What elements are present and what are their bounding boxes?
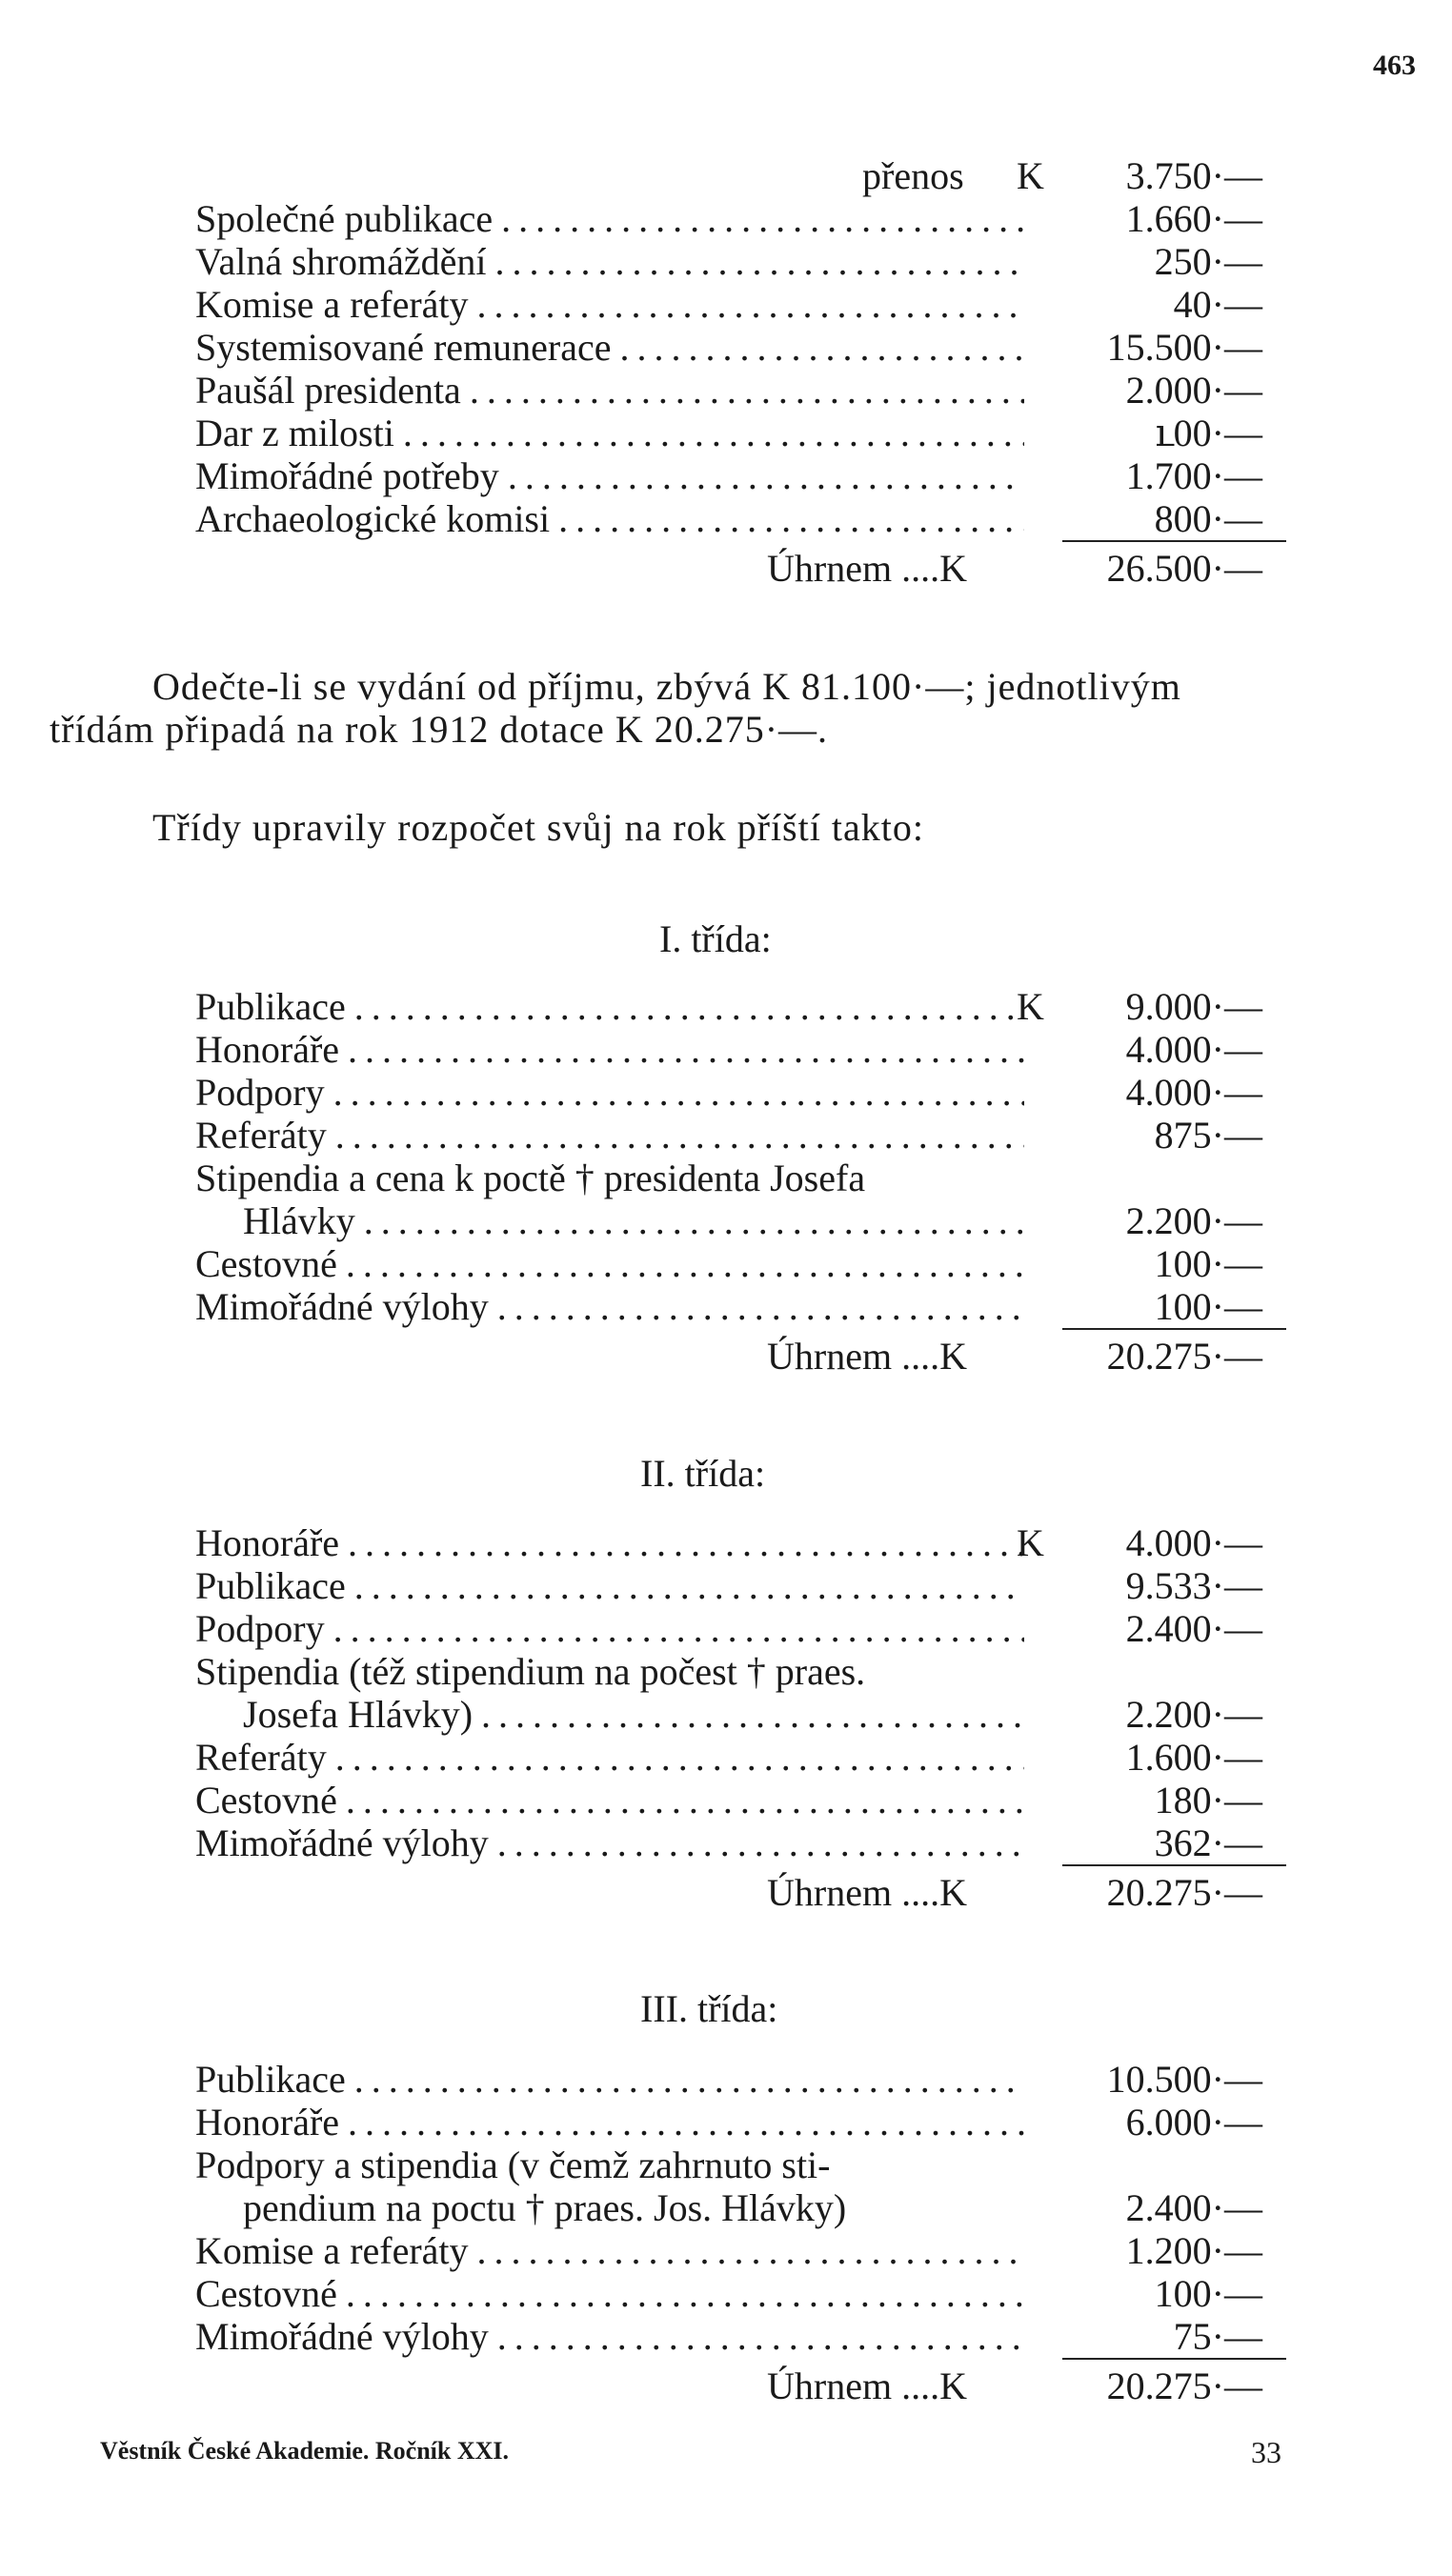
item-amount: ւ00·— bbox=[1155, 412, 1262, 454]
item-amount: 2.200·— bbox=[1125, 1693, 1262, 1736]
item-amount: 10.500·— bbox=[1106, 2058, 1262, 2101]
total-amount: 20.275·— bbox=[1106, 1871, 1262, 1914]
item-label: Mimořádné výlohy . . . bbox=[195, 2315, 1024, 2358]
total-label: Úhrnem ....K bbox=[767, 1335, 967, 1378]
item-label: Cestovné . . . bbox=[195, 1779, 1024, 1821]
item-amount: 2.200·— bbox=[1125, 1199, 1262, 1242]
item-amount: 9.533·— bbox=[1125, 1564, 1262, 1607]
item-label: Paušál presidenta . . . bbox=[195, 369, 1024, 412]
class1-budget bbox=[195, 985, 1262, 1379]
paragraph-line-1: Odečte-li se vydání od příjmu, zbývá K 81.100·—; jednotlivým bbox=[152, 665, 1181, 708]
item-unit: K bbox=[1017, 1521, 1044, 1564]
class1-title: I. třída: bbox=[659, 917, 772, 960]
item-label: Mimořádné výlohy . . . bbox=[195, 1285, 1024, 1328]
carry-over-prefix: přenos bbox=[862, 154, 964, 197]
item-label: Honoráře . . . bbox=[195, 1028, 1024, 1071]
total-label: Úhrnem ....K bbox=[767, 2365, 967, 2407]
total-amount: 20.275·— bbox=[1106, 2365, 1262, 2407]
item-amount: 180·— bbox=[1154, 1779, 1262, 1821]
total-label: Úhrnem ....K bbox=[767, 547, 967, 590]
item-label: Mimořádné výlohy . . . bbox=[195, 1821, 1024, 1864]
class2-budget bbox=[195, 1521, 1262, 1916]
item-label: Stipendia (též stipendium na počest † praes. bbox=[195, 1650, 866, 1693]
item-amount: 6.000·— bbox=[1125, 2101, 1262, 2143]
item-amount: 4.000·— bbox=[1125, 1028, 1262, 1071]
item-unit: K bbox=[1017, 985, 1044, 1028]
item-label: Publikace . . . bbox=[195, 2058, 1024, 2101]
item-amount: 875·— bbox=[1154, 1114, 1262, 1157]
page-number: 463 bbox=[1373, 50, 1416, 81]
item-amount: 800·— bbox=[1154, 497, 1262, 540]
item-label: Komise a referáty . . . bbox=[195, 2229, 1024, 2272]
total-amount: 26.500·— bbox=[1106, 547, 1262, 590]
item-label: pendium na poctu † praes. Jos. Hlávky) bbox=[243, 2186, 847, 2229]
footer-journal-title: Věstník České Akademie. Ročník XXI. bbox=[100, 2437, 510, 2465]
item-label: Referáty . . . bbox=[195, 1114, 1024, 1157]
item-amount: 4.000·— bbox=[1125, 1071, 1262, 1114]
class3-title: III. třída: bbox=[640, 1987, 778, 2030]
item-label: Publikace . . . bbox=[195, 1564, 1024, 1607]
item-label: Cestovné . . . bbox=[195, 2272, 1024, 2315]
item-label: Honoráře . . . bbox=[195, 1521, 1024, 1564]
footer-signature-number: 33 bbox=[1251, 2435, 1281, 2469]
total-rule bbox=[1062, 540, 1286, 542]
item-label: Referáty . . . bbox=[195, 1736, 1024, 1779]
class2-title: II. třída: bbox=[640, 1452, 766, 1495]
item-amount: 1.200·— bbox=[1125, 2229, 1262, 2272]
item-amount: 250·— bbox=[1154, 240, 1262, 283]
item-amount: 2.400·— bbox=[1125, 2186, 1262, 2229]
item-label: Cestovné . . . bbox=[195, 1242, 1024, 1285]
item-amount: 100·— bbox=[1154, 1285, 1262, 1328]
total-rule bbox=[1062, 1864, 1286, 1866]
item-label: Josefa Hlávky) . . . bbox=[243, 1693, 1024, 1736]
item-label: Podpory . . . bbox=[195, 1071, 1024, 1114]
paragraph-intro: Třídy upravily rozpočet svůj na rok příští takto: bbox=[152, 806, 924, 849]
carry-over-amount: 3.750·— bbox=[1125, 154, 1262, 197]
item-amount: 15.500·— bbox=[1106, 326, 1262, 369]
item-amount: 100·— bbox=[1154, 2272, 1262, 2315]
item-label: Komise a referáty . . . bbox=[195, 283, 1024, 326]
item-amount: 1.700·— bbox=[1125, 454, 1262, 497]
class2-total-row bbox=[195, 1870, 1262, 1916]
item-amount: 40·— bbox=[1173, 283, 1262, 326]
item-amount: 9.000·— bbox=[1125, 985, 1262, 1028]
item-amount: 100·— bbox=[1154, 1242, 1262, 1285]
class1-total-row bbox=[195, 1334, 1262, 1379]
item-amount: 1.660·— bbox=[1125, 197, 1262, 240]
item-label: Podpory . . . bbox=[195, 1607, 1024, 1650]
item-label: Systemisované remunerace . . . bbox=[195, 326, 1024, 369]
item-label: Stipendia a cena k poctě † presidenta Josefa bbox=[195, 1157, 866, 1199]
item-label: Publikace . . . bbox=[195, 985, 1024, 1028]
item-amount: 4.000·— bbox=[1125, 1521, 1262, 1564]
item-amount: 75·— bbox=[1173, 2315, 1262, 2358]
item-amount: 2.400·— bbox=[1125, 1607, 1262, 1650]
class3-budget bbox=[195, 2058, 1262, 2409]
item-label: Mimořádné potřeby . . . bbox=[195, 454, 1024, 497]
item-amount: 2.000·— bbox=[1125, 369, 1262, 412]
total-amount: 20.275·— bbox=[1106, 1335, 1262, 1378]
carry-over-unit: K bbox=[1017, 154, 1044, 197]
total-rule bbox=[1062, 1328, 1286, 1330]
item-label: Honoráře . . . bbox=[195, 2101, 1024, 2143]
total-label: Úhrnem ....K bbox=[767, 1871, 967, 1914]
item-label: Podpory a stipendia (v čemž zahrnuto sti- bbox=[195, 2143, 831, 2186]
item-label: Hlávky . . . bbox=[243, 1199, 1024, 1242]
carry-over-row bbox=[195, 154, 1262, 197]
general-budget bbox=[195, 154, 1262, 592]
total-rule bbox=[1062, 2358, 1286, 2360]
item-label: Společné publikace . . . bbox=[195, 197, 1024, 240]
item-amount: 362·— bbox=[1154, 1821, 1262, 1864]
item-amount: 1.600·— bbox=[1125, 1736, 1262, 1779]
class3-total-row bbox=[195, 2364, 1262, 2409]
item-label: Archaeologické komisi . . . bbox=[195, 497, 1024, 540]
item-label: Valná shromáždění . . . bbox=[195, 240, 1024, 283]
general-total-row bbox=[195, 546, 1262, 592]
item-label: Dar z milosti . . . bbox=[195, 412, 1024, 454]
paragraph-line-2: třídám připadá na rok 1912 dotace K 20.275·—. bbox=[50, 708, 829, 751]
